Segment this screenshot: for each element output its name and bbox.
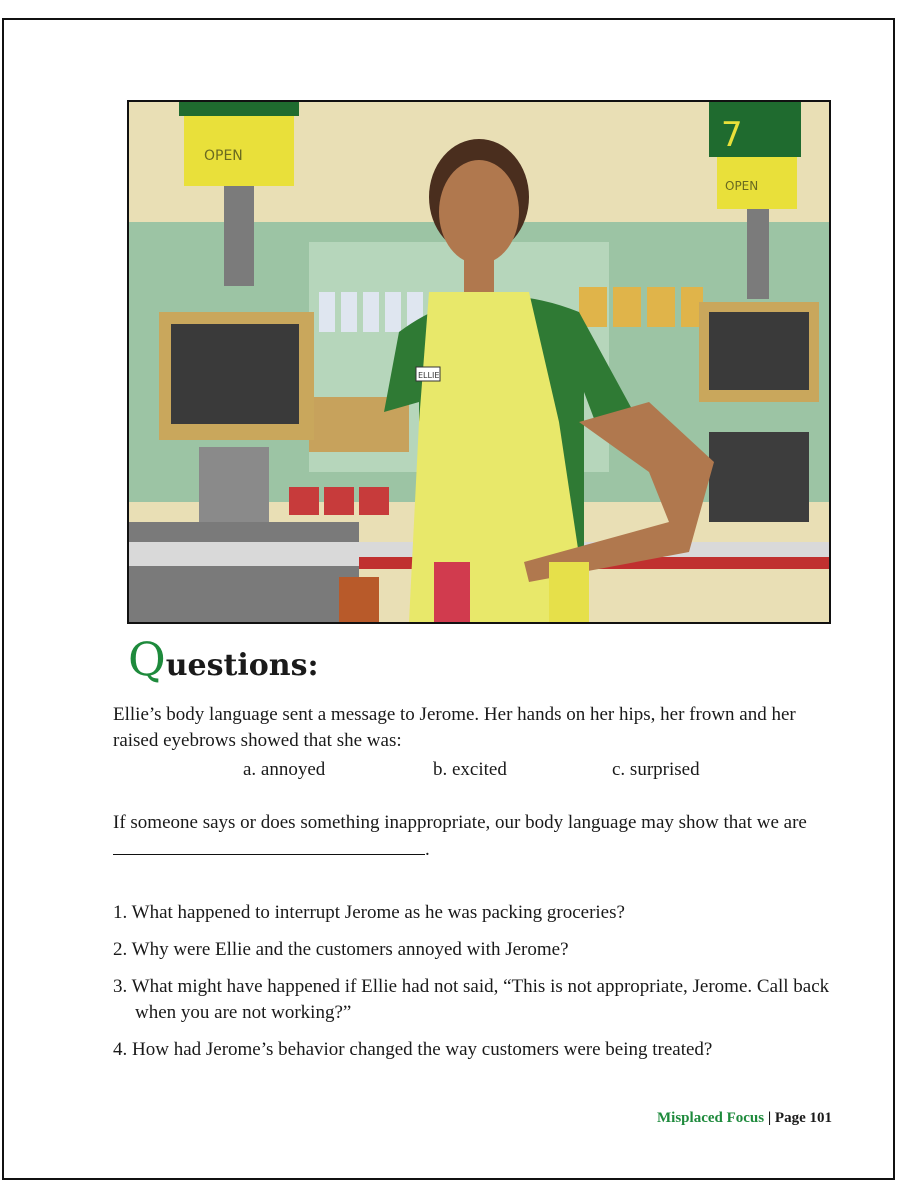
option-a: a. annoyed [243, 759, 326, 780]
footer-separator: | [764, 1110, 775, 1126]
page-number: Page 101 [774, 1110, 832, 1126]
question-item: 3. What might have happened if Ellie had not said, “This is not appropriate, Jerome. Call back when you are not working?” [113, 976, 830, 1023]
question-b [113, 810, 833, 863]
question-b-text: If someone says or does something inappropriate, our body language may show that we are [113, 812, 807, 833]
option-b: b. excited [433, 759, 507, 780]
book-title: Misplaced Focus [657, 1110, 765, 1126]
question-item: 4. How had Jerome’s behavior changed the way customers were being treated? [113, 1039, 713, 1060]
name-tag: ELLIE [418, 371, 440, 380]
question-list [113, 900, 833, 1074]
heading-rest: uestions: [165, 648, 319, 683]
answer-blank[interactable] [113, 836, 425, 855]
question-item: 2. Why were Ellie and the customers annoyed with Jerome? [113, 939, 569, 960]
question-a-text: Ellie’s body language sent a message to Jerome. Her hands on her hips, her frown and her raised eyebrows showed that she was: [113, 704, 796, 751]
question-item: 1. What happened to interrupt Jerome as he was packing groceries? [113, 902, 625, 923]
questions-heading [128, 632, 319, 686]
illustration-cashier [127, 100, 831, 624]
option-c: c. surprised [612, 759, 700, 780]
open-sign-left: OPEN [204, 148, 243, 164]
question-b-end: . [425, 839, 430, 860]
open-sign-right: OPEN [725, 179, 759, 193]
page-footer [657, 1110, 832, 1127]
heading-initial: Q [128, 632, 166, 686]
lane-number: 7 [721, 115, 743, 155]
